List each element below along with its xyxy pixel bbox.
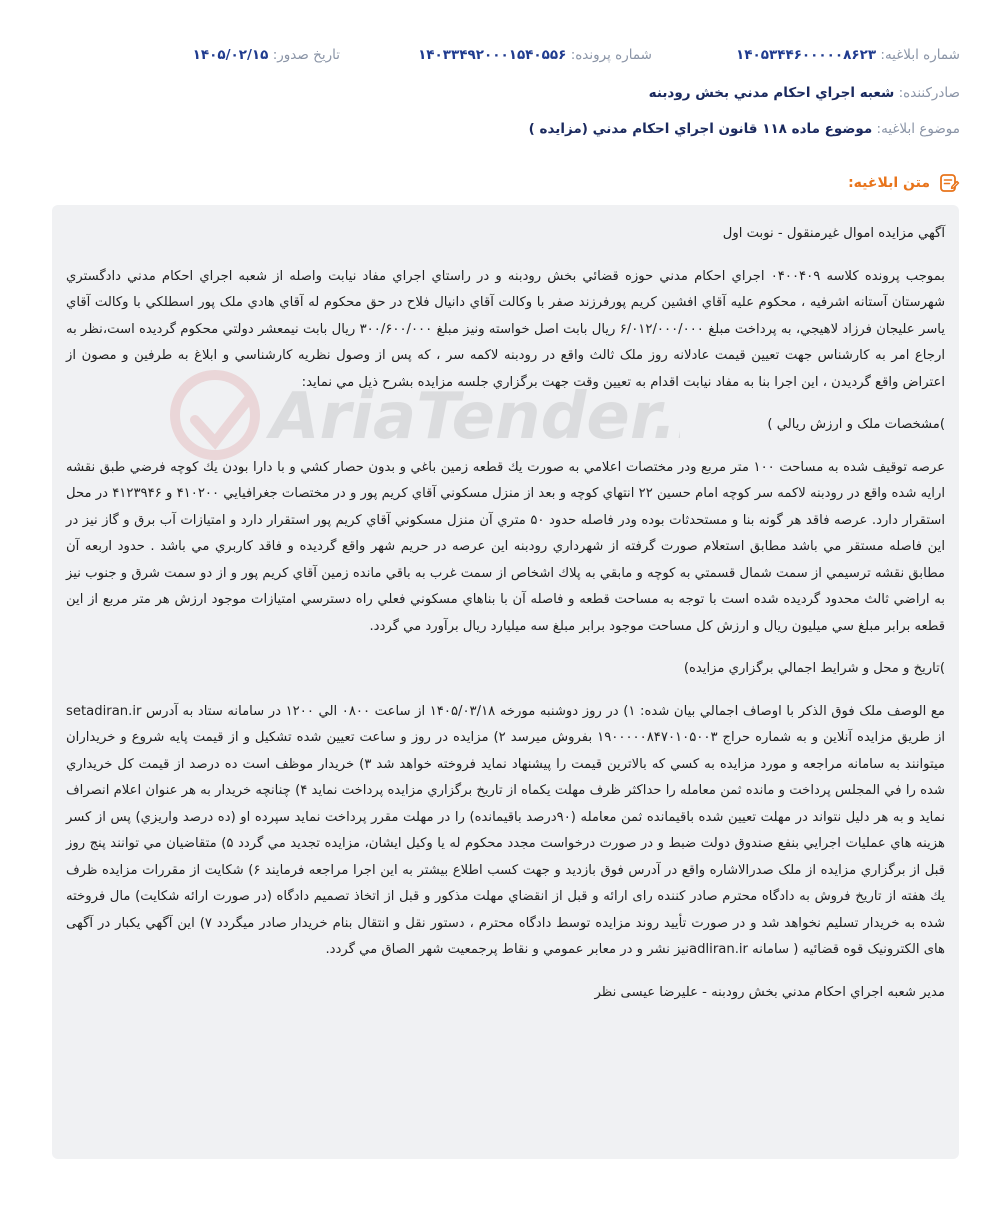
case-number-value: ۱۴۰۳۳۴۹۲۰۰۰۱۵۴۰۵۵۶	[418, 47, 567, 63]
notice-paragraph-3: مع الوصف ملک فوق الذکر با اوصاف اجمالي بيان شده: ۱) در روز دوشنبه مورخه ۱۴۰۵/۰۳/۱۸ از ساعت ۰۸۰۰ الي ۱۲۰۰ در سامانه ستاد به آدرس setadiran.ir از طريق مزايده آنلاين و به شماره حراج ۱۹۰۰۰۰۰۸۴۷۰۱۰۵۰۰۳ بفروش ميرسد ۲) مزايده در روز و ساعت تعيين شده تشکيل و از قيمت پايه شروع و خريداران ميتوانند به سامانه مراجعه و مورد مزايده به کسي که بالاترين قيمت را پيشنهاد نمايد فروخته خواهد شد ۳) خريدار موظف است ده درصد از قيمت کل خريداري شده را في المجلس پرداخت و مانده ثمن معامله را حداکثر ظرف مهلت يکماه از تاريخ برگزاري مزايده پرداخت نمايد ۴) چنانچه خريدار به هر عنوان اعلام انصراف نمايد و به هر دليل نتواند در مهلت تعيين شده باقيمانده ثمن معامله (۹۰درصد باقيمانده) را در مهلت مقرر پرداخت نمايد سپرده او (ده درصد واريزي) پس از کسر هزينه هاي عمليات اجرايي بنفع صندوق دولت ضبط و در صورت درخواست مجدد محکوم له يا وکيل ايشان، مزايده تجديد مي گردد ۵) متقاضيان مي توانند پنج روز قبل از برگزاري مزايده از ملک صدرالاشاره واقع در آدرس فوق بازديد و جهت کسب اطلاع بيشتر به اين اجرا مراجعه فرمايند ۶) شکايت از مقررات مزايده ظرف يك هفته از تاريخ فروش به دادگاه محترم صادر کننده راى ارائه و قبل از انقضاي مهلت مذکور و قبل از اتخاذ تصميم دادگاه (در صورت ارائه شکايت) مال فروخته شده به خريدار تسليم نخواهد شد و در صورت تأييد روند مزايده توسط دادگاه محترم ، دستور نقل و انتقال بنام خريدار صادر ميگردد ۷) اين آگهي يکبار در آگهی های الکترونيک قوه قضائيه ( سامانه adliran.irنيز نشر و در معابر عمومي و نقاط پرجمعيت شهر الصاق مي گردد.	[66, 703, 945, 957]
notice-paragraph-1: بموجب پرونده کلاسه ۰۴۰۰۴۰۹ اجراي احکام مدني حوزه قضائي بخش رودبنه و در راستاي اجراي مفاد نيابت واصله از شعبه اجراي احکام مدني دادگستري شهرستان آستانه اشرفيه ، محکوم عليه آقاي افشين کريم پورفرزند صفر با وکالت آقاي دانيال فلاح در حق محکوم له آقاي هادي ملک پور اسطلکي با وکالت آقاي ياسر عليجان فرزاد لاهيجي، به پرداخت مبلغ ۶/۰۱۲/۰۰۰/۰۰۰ ريال بابت اصل خواسته ونيز مبلغ ۳۰۰/۶۰۰/۰۰۰ ريال بابت نيمعشر دولتي محکوم گرديده است،نظر به ارجاع امر به کارشناس جهت تعيين قيمت عادلانه روز ملک ثالث واقع در رودبنه لاکمه سر ، که پس از وصول نظريه کارشناسي و ابلاغ به طرفين و مصون از اعتراض واقع گرديدن ، اين اجرا بنا به مفاد نيابت اقدام به تعيين وقت جهت برگزاري جلسه مزايده بشرح ذيل مي نمايد:	[66, 268, 945, 390]
issuer-value: شعبه اجراي احکام مدني بخش رودبنه	[648, 85, 895, 101]
issuer-row	[0, 85, 1000, 107]
subject-value: موضوع ماده ۱۱۸ قانون اجراي احکام مدني (مزايده )	[528, 121, 873, 137]
case-number	[418, 47, 652, 63]
notice-body	[52, 205, 959, 1159]
issue-date	[193, 47, 340, 63]
notice-number	[736, 47, 960, 63]
notice-number-label: شماره ابلاغيه:	[880, 47, 960, 63]
notice-document-icon	[938, 172, 960, 194]
issue-date-label: تاريخ صدور:	[272, 47, 340, 63]
subject-row	[0, 121, 1000, 143]
notice-heading: آگهي مزايده اموال غيرمنقول - نوبت اول	[722, 226, 945, 241]
issuer-label: صادرکننده:	[898, 85, 960, 101]
notice-paragraph-2: عرصه توقيف شده به مساحت ۱۰۰ متر مربع ودر مختصات اعلامي به صورت يك قطعه زمين باغي و بدون حصار کشي و با دارا بودن يك کوچه فرضي طبق نقشه ارايه شده واقع در رودبنه لاکمه سر کوچه امام حسين ۲۲ انتهاي کوچه و بعد از منزل مسکوني آقاي کريم پور و در مختصات جغرافيايي ۴۱۰۲۰۰ و ۴۱۲۳۹۴۶ در محل استقرار دارد. عرصه فاقد هر گونه بنا و مستحدثات بوده ودر فاصله حدود ۵۰ متري آن منزل مسکوني آقاي کريم پور استقرار دارد و امتيازات آب برق و گاز نيز در اين فاصله مستقر مي باشد مطابق استعلام صورت گرفته از شهرداري رودبنه اين عرصه در حريم شهر واقع گرديده و فاقد کاربري مي باشد . حدود اربعه آن مطابق نقشه ترسيمي از سمت شمال قسمتي به کوچه و مابقي به پلاك اشخاص از سمت غرب به باقي مانده زمين آقاي کريم پور و از دو سمت شرق و جنوب نيز به اراضي ثالث محدود گرديده شده است با توجه به مساحت قطعه و فاصله آن با بناهاي مسکوني فعلي راه دسترسي امتيازات موجود ارزش هر متر مربع از اين قطعه برابر مبلغ سي ميليون ريال و ارزش کل مساحت موجود برابر مبلغ سه ميليارد ريال برآورد مي گردد.	[66, 459, 946, 634]
notice-text-title	[848, 172, 960, 194]
issue-date-value: ۱۴۰۵/۰۲/۱۵	[192, 47, 269, 63]
subject-label: موضوع ابلاغيه:	[876, 121, 960, 137]
notice-number-value: ۱۴۰۵۳۴۴۶۰۰۰۰۰۸۶۲۳	[736, 47, 877, 63]
notice-signature: مدير شعبه اجراي احکام مدني بخش رودبنه - عليرضا عيسى نظر	[594, 984, 945, 1000]
property-specs-heading: )مشخصات ملک و ارزش ريالي )	[767, 417, 945, 432]
notice-meta-row	[0, 47, 1000, 69]
case-number-label: شماره پرونده:	[570, 47, 652, 63]
notice-text-title-label: متن ابلاغيه:	[848, 175, 930, 191]
auction-terms-heading: )تاريخ و محل و شرايط اجمالي برگزاري مزايده)	[683, 661, 945, 676]
